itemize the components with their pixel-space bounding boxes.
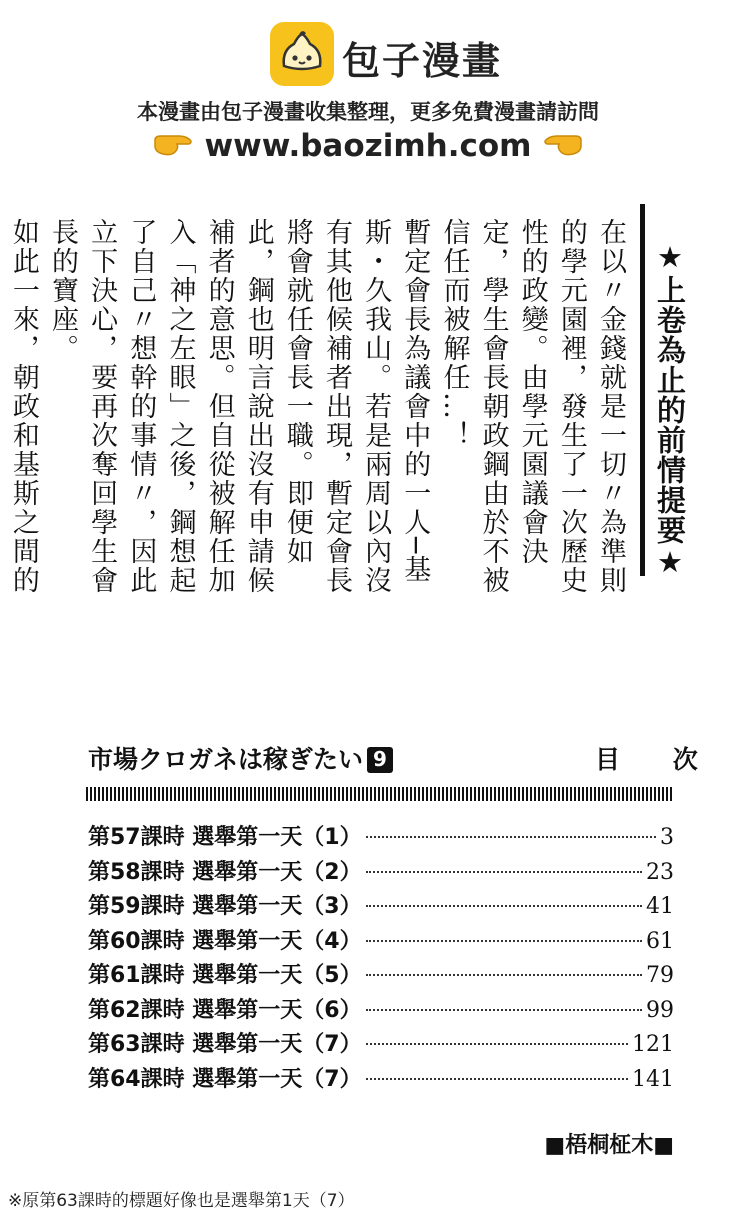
- entry-title: 第61課時 選舉第一天（5）: [88, 963, 362, 988]
- author-credit: ■梧桐柾木■: [544, 1133, 674, 1158]
- leader-dots: [366, 974, 642, 976]
- site-name[interactable]: 包子漫畫: [342, 39, 503, 83]
- watermark-url-row: [0, 124, 736, 168]
- contents-entry[interactable]: [88, 958, 674, 993]
- entry-title: 第58課時 選舉第一天（2）: [88, 859, 362, 885]
- leader-dots: [366, 905, 642, 907]
- pointing-left-hand-icon: [543, 130, 583, 163]
- entry-page: 99: [646, 997, 674, 1023]
- contents-entry[interactable]: [88, 820, 674, 855]
- contents-entry[interactable]: [88, 1027, 674, 1062]
- leader-dots: [366, 836, 656, 838]
- entry-title: 第57課時 選舉第一天（1）: [88, 825, 362, 850]
- recap-paragraph: 在以〃金錢就是一切〃為準則的學元園裡，發生了一次歷史性的政變。由學元園議會決定，學生會長朝政鋼由於不被信任而被解任…！: [438, 218, 626, 595]
- recap-text: [7, 218, 630, 598]
- contents-entry[interactable]: [88, 1062, 674, 1097]
- contents-list: [88, 820, 674, 1096]
- volume-badge: 9: [367, 747, 393, 773]
- entry-title: 第60課時 選舉第一天（4）: [88, 928, 362, 954]
- recap-paragraph: 如此一來，朝政和基斯之間的: [7, 218, 39, 595]
- entry-title: 第59課時 選舉第一天（3）: [88, 894, 362, 919]
- contents-entry[interactable]: [88, 924, 674, 959]
- pointing-right-hand-icon: [153, 130, 193, 163]
- recap-paragraph: 暫定會長為議會中的一人─基斯・久我山。若是兩周以內沒有其他候補者出現，暫定會長將會就任會長一職。即便如此，鋼也明言說出沒有申請候補者的意思。但自從被解任加入「神之左眼」之後，鋼想起了自己〃想幹的事情〃，因此立下決心，要再次奪回學生會長的寶座。: [47, 218, 431, 595]
- entry-page: 61: [646, 928, 674, 954]
- contents-label: 目 次: [595, 745, 720, 774]
- entry-page: 121: [632, 1032, 674, 1057]
- baozi-logo-icon[interactable]: [270, 22, 334, 86]
- book-title-text: 市場クロガネは稼ぎたい: [88, 745, 364, 774]
- leader-dots: [366, 940, 642, 942]
- contents-entry[interactable]: [88, 855, 674, 890]
- leader-dots: [366, 1009, 642, 1011]
- leader-dots: [366, 1043, 628, 1045]
- entry-page: 41: [646, 894, 674, 919]
- entry-page: 79: [646, 963, 674, 988]
- recap-title-rule: [640, 204, 645, 576]
- decorative-stripe: [86, 787, 674, 801]
- recap-title: ★上卷為止的前情提要★: [653, 240, 687, 580]
- leader-dots: [366, 1078, 628, 1080]
- site-url-link[interactable]: www.baozimh.com: [204, 128, 532, 164]
- entry-title: 第64課時 選舉第一天（7）: [88, 1066, 362, 1092]
- entry-title: 第62課時 選舉第一天（6）: [88, 997, 362, 1023]
- contents-entry[interactable]: [88, 993, 674, 1028]
- entry-page: 23: [646, 859, 674, 885]
- contents-entry[interactable]: [88, 889, 674, 924]
- leader-dots: [366, 871, 642, 873]
- entry-page: 3: [660, 825, 674, 850]
- entry-page: 141: [632, 1066, 674, 1092]
- footnote: ※原第63課時的標題好像也是選舉第1天（7）: [8, 1191, 355, 1211]
- book-title: [88, 740, 393, 776]
- entry-title: 第63課時 選舉第一天（7）: [88, 1032, 362, 1057]
- watermark-notice: 本漫畫由包子漫畫收集整理，更多免費漫畫請訪問: [137, 100, 599, 124]
